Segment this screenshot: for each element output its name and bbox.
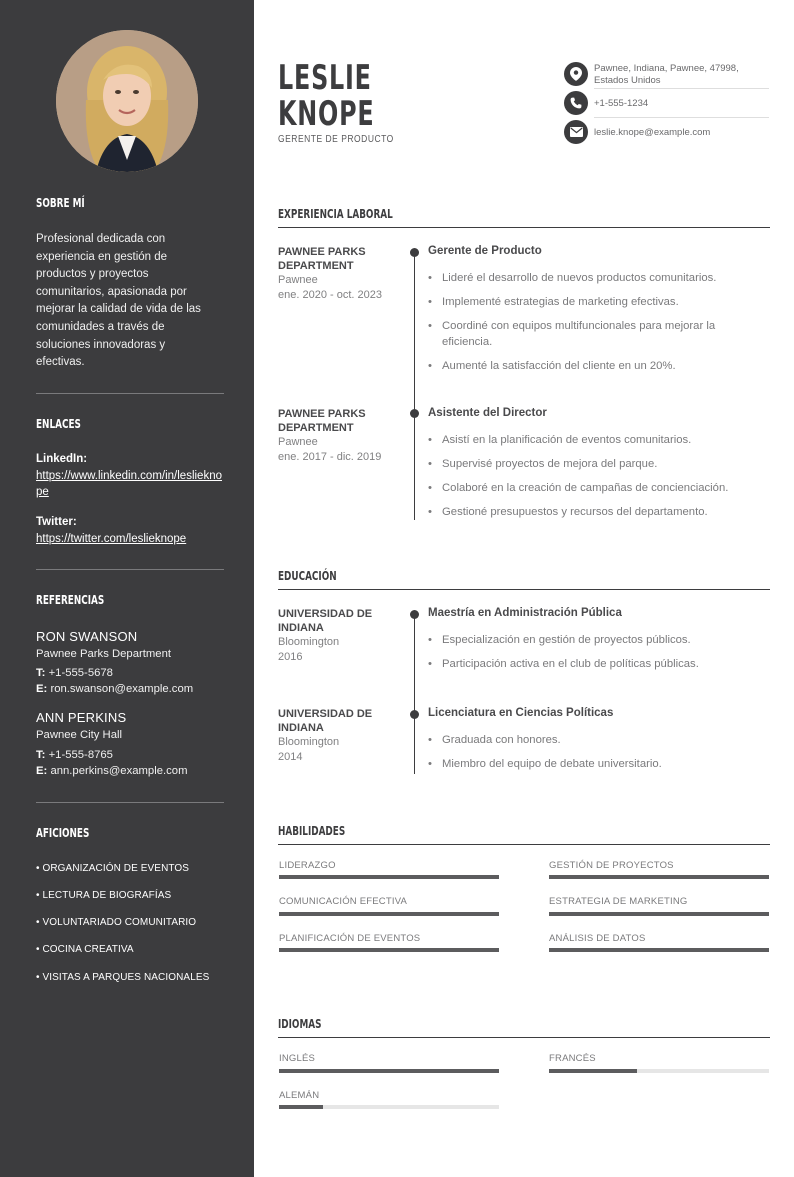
skill-bar (279, 875, 499, 879)
experience-title: EXPERIENCIA LABORAL (278, 207, 393, 221)
contact-address: Pawnee, Indiana, Pawnee, 47998, Estados Unidos (594, 63, 739, 86)
skill-bar-fill (549, 875, 769, 879)
experience-bullet: • Implementé estrategias de marketing efectivas. (428, 294, 758, 310)
last-name: KNOPE (278, 94, 375, 134)
links-title: ENLACES (36, 417, 81, 431)
job-role: Gerente de Producto (428, 245, 542, 257)
skill-bar (549, 912, 769, 916)
timeline-dot (410, 248, 419, 257)
profile-photo-illustration (56, 30, 198, 172)
employer-name: PAWNEE PARKS DEPARTMENT (278, 246, 366, 272)
employment-dates: ene. 2017 - dic. 2019 (278, 451, 382, 463)
experience-bullet: • Aumenté la satisfacción del cliente en un 20%. (428, 358, 758, 374)
education-bullet: • Miembro del equipo de debate universitario. (428, 756, 758, 772)
skill-bar (549, 948, 769, 952)
first-name: LESLIE (278, 58, 372, 98)
hobby-item: • VISITAS A PARQUES NACIONALES (36, 972, 210, 983)
skill-name: ANÁLISIS DE DATOS (549, 933, 646, 944)
section-rule (278, 844, 770, 845)
section-rule (278, 589, 770, 590)
hobby-item: • ORGANIZACIÓN DE EVENTOS (36, 863, 190, 874)
graduation-year: 2014 (278, 751, 303, 763)
reference-name: RON SWANSON (36, 629, 138, 644)
hobby-item: • VOLUNTARIADO COMUNITARIO (36, 917, 197, 928)
contact-divider (594, 88, 769, 89)
language-name: ALEMÁN (279, 1090, 320, 1101)
language-bar (549, 1069, 769, 1073)
skill-bar-fill (279, 875, 499, 879)
linkedin-link[interactable]: https://www.linkedin.com/in/leslieknope (36, 470, 222, 498)
profile-photo (56, 30, 198, 172)
sidebar-divider (36, 802, 224, 803)
hobbies-title: AFICIONES (36, 826, 90, 840)
skills-title: HABILIDADES (278, 824, 346, 838)
linkedin-label: LinkedIn: (36, 453, 88, 465)
language-bar-fill (279, 1069, 499, 1073)
school-location: Bloomington (278, 736, 340, 748)
language-bar (279, 1069, 499, 1073)
degree-name: Licenciatura en Ciencias Políticas (428, 707, 614, 719)
skill-bar (279, 948, 499, 952)
skill-name: COMUNICACIÓN EFECTIVA (279, 896, 408, 907)
education-bullet: • Especialización en gestión de proyectos públicos. (428, 632, 758, 648)
language-name: INGLÉS (279, 1053, 316, 1064)
employer-name: PAWNEE PARKS DEPARTMENT (278, 408, 366, 434)
full-name (278, 60, 374, 132)
sidebar (0, 0, 254, 1177)
job-title: GERENTE DE PRODUCTO (278, 134, 394, 145)
reference-name: ANN PERKINS (36, 710, 127, 725)
timeline-dot (410, 610, 419, 619)
school-name: UNIVERSIDAD DE INDIANA (278, 708, 373, 734)
language-name: FRANCÉS (549, 1053, 596, 1064)
employer-location: Pawnee (278, 436, 318, 448)
graduation-year: 2016 (278, 651, 303, 663)
skill-bar-fill (279, 948, 499, 952)
reference-phone: T: +1-555-5678 (36, 667, 113, 679)
reference-org: Pawnee City Hall (36, 729, 123, 741)
employment-dates: ene. 2020 - oct. 2023 (278, 289, 382, 301)
skill-name: ESTRATEGIA DE MARKETING (549, 896, 688, 907)
skill-name: PLANIFICACIÓN DE EVENTOS (279, 933, 421, 944)
sidebar-divider (36, 569, 224, 570)
degree-name: Maestría en Administración Pública (428, 607, 622, 619)
contact-email[interactable]: leslie.knope@example.com (594, 127, 711, 138)
skill-bar-fill (279, 912, 499, 916)
skill-name: GESTIÓN DE PROYECTOS (549, 860, 674, 871)
section-rule (278, 1037, 770, 1038)
timeline-line (414, 251, 415, 520)
timeline-dot (410, 409, 419, 418)
job-role: Asistente del Director (428, 407, 547, 419)
timeline-dot (410, 710, 419, 719)
education-bullet: • Graduada con honores. (428, 732, 758, 748)
reference-phone: T: +1-555-8765 (36, 749, 113, 761)
skill-bar (549, 875, 769, 879)
employer-location: Pawnee (278, 274, 318, 286)
language-bar (279, 1105, 499, 1109)
school-name: UNIVERSIDAD DE INDIANA (278, 608, 373, 634)
skill-bar (279, 912, 499, 916)
contact-divider (594, 117, 769, 118)
timeline-line (414, 613, 415, 774)
references-title: REFERENCIAS (36, 593, 105, 607)
language-bar-fill (549, 1069, 637, 1073)
skill-bar-fill (549, 948, 769, 952)
experience-bullet: • Colaboré en la creación de campañas de concienciación. (428, 480, 758, 496)
location-pin-icon (564, 62, 588, 86)
contact-phone: +1-555-1234 (594, 98, 649, 109)
education-bullet: • Participación activa en el club de políticas públicas. (428, 656, 758, 672)
hobby-item: • LECTURA DE BIOGRAFÍAS (36, 890, 172, 901)
education-title: EDUCACIÓN (278, 569, 337, 583)
languages-title: IDIOMAS (278, 1017, 322, 1031)
hobby-item: • COCINA CREATIVA (36, 944, 134, 955)
phone-icon (564, 91, 588, 115)
section-rule (278, 227, 770, 228)
experience-bullet: • Coordiné con equipos multifuncionales para mejorar la eficiencia. (428, 318, 738, 350)
twitter-label: Twitter: (36, 516, 77, 528)
experience-bullet: • Gestioné presupuestos y recursos del departamento. (428, 504, 758, 520)
experience-bullet: • Supervisé proyectos de mejora del parque. (428, 456, 758, 472)
reference-org: Pawnee Parks Department (36, 648, 171, 660)
skill-name: LIDERAZGO (279, 860, 336, 871)
twitter-link[interactable]: https://twitter.com/leslieknope (36, 533, 187, 545)
envelope-icon (564, 120, 588, 144)
reference-email: E: ann.perkins@example.com (36, 765, 188, 777)
sidebar-divider (36, 393, 224, 394)
reference-email: E: ron.swanson@example.com (36, 683, 194, 695)
experience-bullet: • Lideré el desarrollo de nuevos productos comunitarios. (428, 270, 758, 286)
school-location: Bloomington (278, 636, 340, 648)
language-bar-fill (279, 1105, 323, 1109)
about-title: SOBRE MÍ (36, 196, 85, 210)
experience-bullet: • Asistí en la planificación de eventos comunitarios. (428, 432, 758, 448)
skill-bar-fill (549, 912, 769, 916)
about-text: Profesional dedicada con experiencia en gestión de productos y proyectos comunitarios, apasionada por mejorar la calidad de vida de las comunidades a través de soluciones innovadoras y efectivas. (36, 233, 201, 369)
